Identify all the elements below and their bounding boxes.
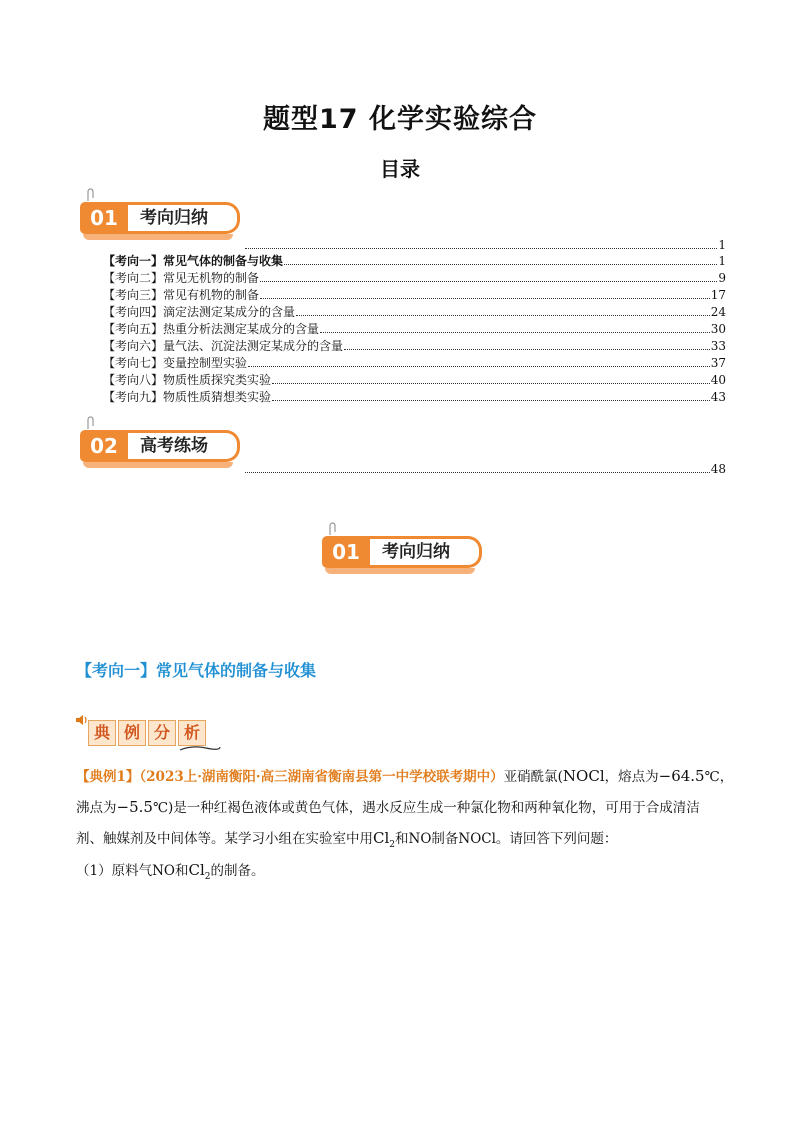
formula-nocl: NOCl xyxy=(562,767,605,785)
text-run: （1）原料气NO和 xyxy=(76,863,189,879)
paragraph-line-2 xyxy=(76,792,736,823)
tag-char: 分 xyxy=(148,720,176,746)
toc-leader xyxy=(284,263,717,265)
example-label: 【典例1】 xyxy=(76,769,140,785)
toc-page: 1 xyxy=(718,238,726,252)
badge-shadow xyxy=(325,568,475,574)
badge-label: 高考练场 xyxy=(128,430,240,462)
section-badge-01 xyxy=(80,196,250,236)
paperclip-icon xyxy=(82,188,94,202)
toc-leader xyxy=(248,365,710,367)
toc-leader xyxy=(260,280,717,282)
melting-point: −64.5 xyxy=(658,767,705,785)
text-run: 剂、触媒剂及中间体等。某学习小组在实验室中用 xyxy=(76,831,373,847)
toc-leader xyxy=(245,471,710,473)
toc-page: 9 xyxy=(718,271,726,285)
toc-row[interactable] xyxy=(103,371,726,387)
toc-page: 48 xyxy=(710,462,726,476)
question-1 xyxy=(76,855,736,892)
badge-number: 01 xyxy=(322,536,370,568)
toc-row-section2[interactable] xyxy=(244,460,726,476)
section-badge-01-center xyxy=(322,530,492,570)
toc-row[interactable] xyxy=(103,286,726,302)
badge-shadow xyxy=(83,462,233,468)
badge-label: 考向归纳 xyxy=(128,202,240,234)
toc-page: 43 xyxy=(710,390,726,404)
badge-number: 01 xyxy=(80,202,128,234)
example-paragraph xyxy=(76,761,736,860)
toc-leader xyxy=(260,297,710,299)
toc-label: 【考向五】热重分析法测定某成分的含量 xyxy=(103,322,320,336)
toc-leader xyxy=(272,382,710,384)
paragraph-line-1 xyxy=(76,761,736,792)
toc-row-section1[interactable] xyxy=(244,236,726,252)
toc-label: 【考向九】物质性质猜想类实验 xyxy=(103,390,272,404)
toc-label: 【考向六】量气法、沉淀法测定某成分的含量 xyxy=(103,339,344,353)
text-run: 亚硝酰氯( xyxy=(503,769,563,785)
formula-cl2: $Cl_2$ xyxy=(373,829,396,850)
speaker-icon xyxy=(74,713,88,727)
toc-label: 【考向三】常见有机物的制备 xyxy=(103,288,260,302)
toc-label: 【考向四】滴定法测定某成分的含量 xyxy=(103,305,296,319)
text-run: 的制备。 xyxy=(210,863,265,879)
text-run: ℃， xyxy=(704,769,734,785)
section-title: 【考向一】常见气体的制备与收集 xyxy=(76,661,317,680)
toc-leader xyxy=(344,348,710,350)
text-run: 和NO制备NOCl。请回答下列问题： xyxy=(395,831,618,847)
toc-row[interactable] xyxy=(103,269,726,285)
toc-label: 【考向七】变量控制型实验 xyxy=(103,356,248,370)
boiling-point: −5.5 xyxy=(116,798,153,816)
toc-page: 24 xyxy=(710,305,726,319)
toc-leader xyxy=(272,399,710,401)
toc-page: 30 xyxy=(710,322,726,336)
toc-row[interactable] xyxy=(103,388,726,404)
tag-char: 例 xyxy=(118,720,146,746)
text-run: ℃)是一种红褐色液体或黄色气体，遇水反应生成一种氯化物和两种氧化物，可用于合成清洁 xyxy=(152,800,700,816)
text-run: ，熔点为 xyxy=(604,769,659,785)
toc-row[interactable] xyxy=(103,354,726,370)
example-analysis-tag xyxy=(88,720,206,746)
tag-char: 典 xyxy=(88,720,116,746)
paperclip-icon xyxy=(82,416,94,430)
toc-row[interactable] xyxy=(103,252,726,268)
toc-row[interactable] xyxy=(103,337,726,353)
toc-leader xyxy=(296,314,710,316)
section-badge-02 xyxy=(80,424,250,464)
example-source: （2023上·湖南衡阳·高三湖南省衡南县第一中学校联考期中） xyxy=(139,769,504,785)
tag-underline xyxy=(178,744,222,752)
toc-label: 【考向一】常见气体的制备与收集 xyxy=(103,254,284,268)
toc-page: 40 xyxy=(710,373,726,387)
toc-page: 1 xyxy=(718,254,726,268)
text-run: 沸点为 xyxy=(76,800,117,816)
toc-page: 17 xyxy=(710,288,726,302)
formula-cl2: $Cl_2$ xyxy=(188,861,211,882)
tag-char: 析 xyxy=(178,720,206,746)
toc-heading: 目录 xyxy=(380,157,420,181)
toc-leader xyxy=(245,247,717,249)
toc-label: 【考向二】常见无机物的制备 xyxy=(103,271,260,285)
toc-row[interactable] xyxy=(103,320,726,336)
toc-page: 33 xyxy=(710,339,726,353)
badge-label: 考向归纳 xyxy=(370,536,482,568)
page-title: 题型17 化学实验综合 xyxy=(263,104,537,135)
badge-number: 02 xyxy=(80,430,128,462)
toc-page: 37 xyxy=(710,356,726,370)
paperclip-icon xyxy=(324,522,336,536)
toc-label: 【考向八】物质性质探究类实验 xyxy=(103,373,272,387)
badge-shadow xyxy=(83,234,233,240)
toc-leader xyxy=(320,331,710,333)
toc-row[interactable] xyxy=(103,303,726,319)
